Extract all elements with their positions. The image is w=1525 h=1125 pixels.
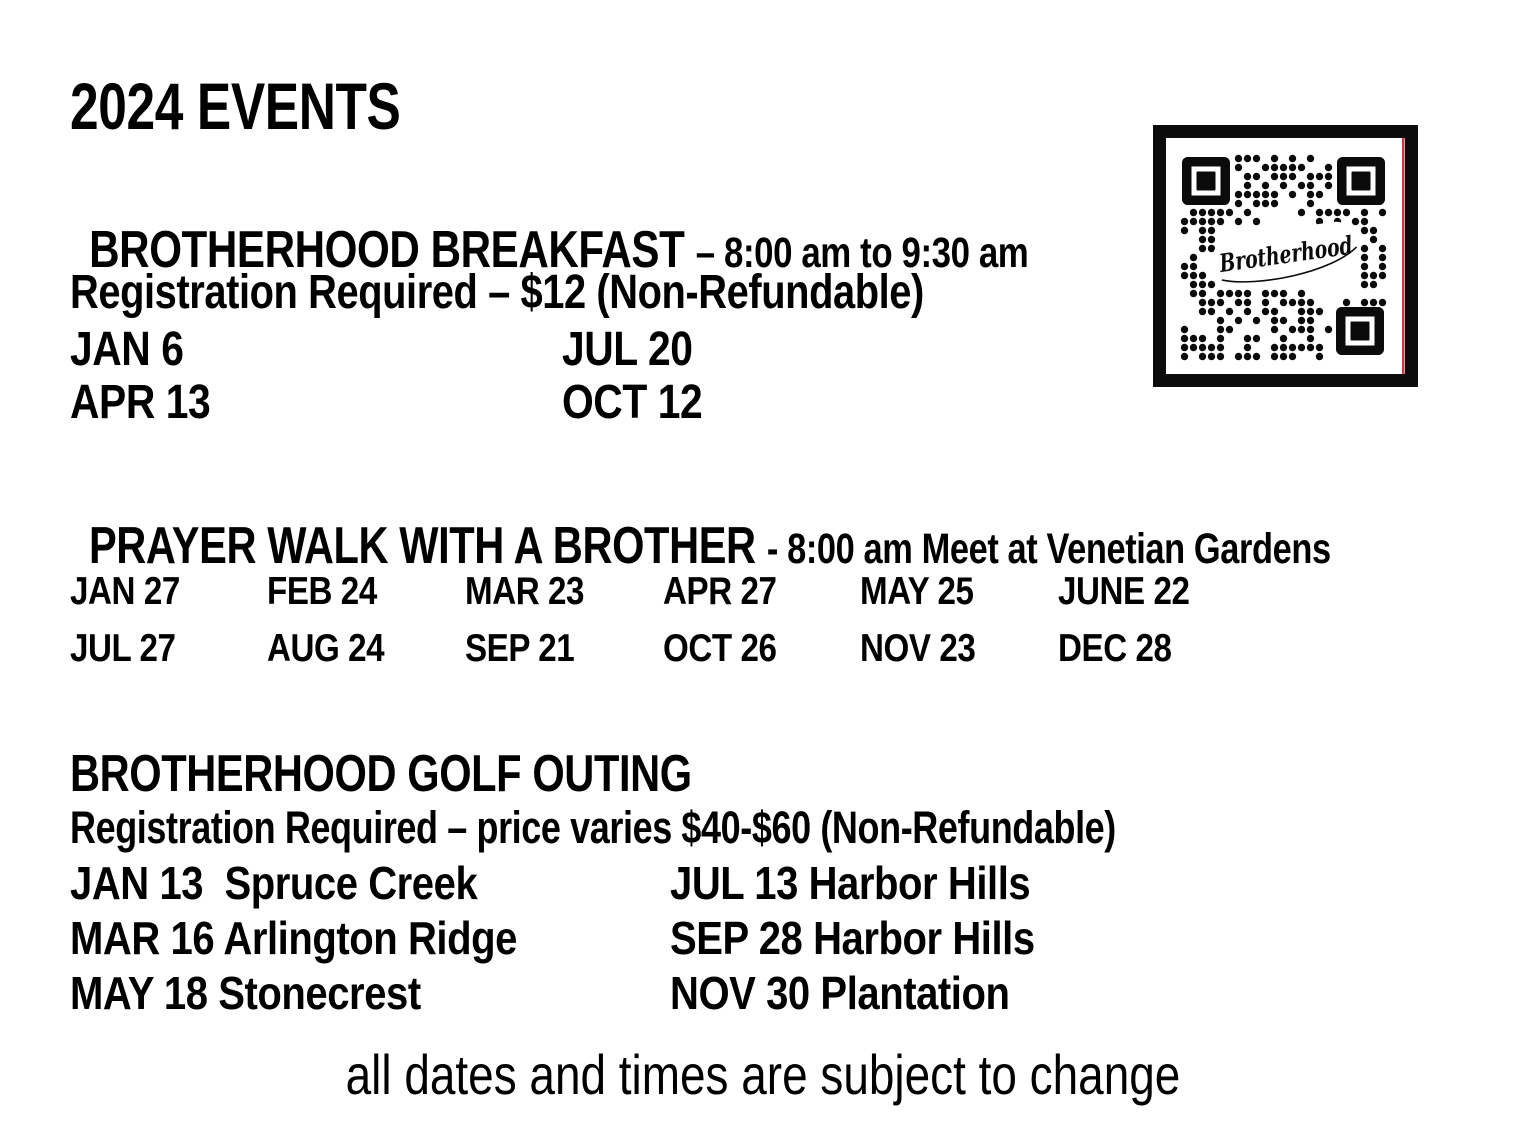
golf-events-grid [70,857,1089,1025]
prayer-walk-date: DEC 28 [1058,627,1172,670]
golf-heading-line [70,745,847,803]
golf-event: SEP 28 Harbor Hills [670,912,1035,964]
golf-event: JUL 13 Harbor Hills [670,857,1031,909]
page-title: 2024 EVENTS [70,69,401,143]
golf-event: JAN 13 Spruce Creek [70,857,478,909]
prayer-walk-date: MAR 23 [465,570,585,613]
golf-event: MAR 16 Arlington Ridge [70,912,517,964]
breakfast-date: OCT 12 [562,376,703,429]
prayer-walk-date: OCT 26 [663,627,777,670]
prayer-walk-date: JUL 27 [70,627,176,670]
breakfast-registration-line [70,266,1099,319]
breakfast-heading: BROTHERHOOD BREAKFAST [89,221,685,279]
qr-accent-line [1402,138,1405,374]
golf-registration-line [70,802,1377,853]
prayer-walk-heading: PRAYER WALK WITH A BROTHER [88,517,756,575]
prayer-walk-date: FEB 24 [267,570,377,613]
golf-heading: BROTHERHOOD GOLF OUTING [70,745,692,803]
qr-logo-text: Brotherhood [1217,224,1399,279]
prayer-walk-date: AUG 24 [267,627,385,670]
prayer-walk-date: SEP 21 [465,627,575,670]
breakfast-date: JUL 20 [562,323,693,376]
golf-registration: Registration Required – price varies $40-$60 (Non-Refundable) [70,802,1116,853]
breakfast-date: JAN 6 [70,323,184,376]
footer-note: all dates and times are subject to change [345,1043,1180,1106]
prayer-walk-date: MAY 25 [860,570,974,613]
breakfast-registration: Registration Required – $12 (Non-Refundable) [70,266,924,319]
breakfast-date: APR 13 [70,376,211,429]
prayer-walk-dates-grid [70,572,1213,686]
prayer-walk-date: JAN 27 [70,570,180,613]
golf-event: NOV 30 Plantation [670,967,1010,1019]
breakfast-time: – 8:00 am to 9:30 am [695,229,1029,277]
footer-note-line [0,1043,1525,1106]
prayer-walk-time: - 8:00 am Meet at Venetian Gardens [766,525,1331,573]
prayer-walk-date: APR 27 [663,570,777,613]
prayer-walk-date: NOV 23 [860,627,976,670]
prayer-walk-date: JUNE 22 [1058,570,1190,613]
golf-event: MAY 18 Stonecrest [70,967,421,1019]
breakfast-dates-grid [70,323,727,432]
